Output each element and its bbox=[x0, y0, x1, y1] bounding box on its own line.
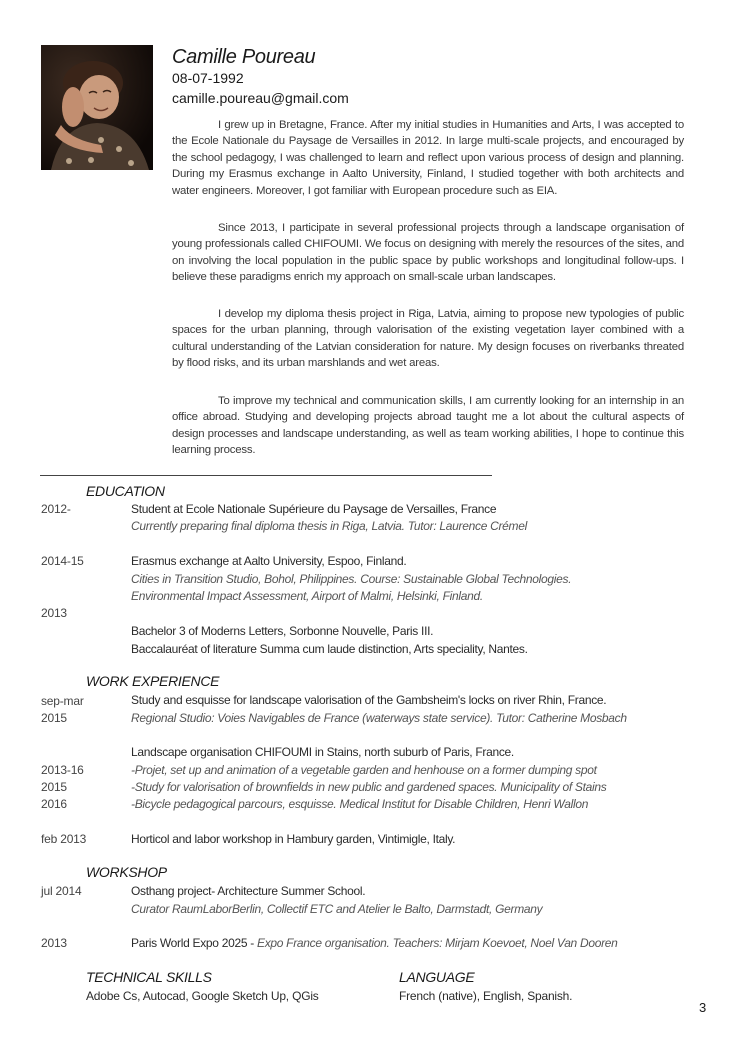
education-entry: Bachelor 3 of Moderns Letters, Sorbonne Nouvelle, Paris III. bbox=[131, 624, 434, 638]
work-detail: -Study for valorisation of brownfields in new public and gardened spaces. Municipality of Stains bbox=[131, 780, 607, 794]
workshop-entry-detail: Expo France organisation. Teachers: Mirjam Koevoet, Noel Van Dooren bbox=[256, 936, 618, 950]
education-date: 2012- bbox=[41, 502, 71, 516]
technical-skills-heading: TECHNICAL SKILLS bbox=[86, 969, 212, 985]
work-date: 2016 bbox=[41, 797, 67, 811]
technical-skills-list: Adobe Cs, Autocad, Google Sketch Up, QGis bbox=[86, 989, 319, 1003]
education-entry: Erasmus exchange at Aalto University, Espoo, Finland. bbox=[131, 554, 407, 568]
education-heading: EDUCATION bbox=[86, 483, 165, 499]
email-address[interactable]: camille.poureau@gmail.com bbox=[172, 90, 349, 106]
work-entry: Landscape organisation CHIFOUMI in Stains, north suburb of Paris, France. bbox=[131, 745, 514, 759]
work-date: 2013-16 bbox=[41, 763, 84, 777]
education-entry: Baccalauréat of literature Summa cum laude distinction, Arts speciality, Nantes. bbox=[131, 642, 528, 656]
work-entry: Study and esquisse for landscape valorisation of the Gambsheim's locks on river Rhin, France. bbox=[131, 693, 607, 707]
workshop-entry bbox=[131, 936, 618, 950]
intro-paragraph-1: I grew up in Bretagne, France. After my initial studies in Humanities and Arts, I was accepted to the Ecole Nationale du Paysage de Versailles in 2012. In large multi-scale projects, and encouraged by the school pedagogy, I was challenged to learn and reflect upon various process of design and planning. During my Erasmus exchange in Aalto University, Finland, I studied together with both architects and water engineers. Moreover, I got familiar with European procedure such as EIA. bbox=[172, 119, 684, 197]
education-date: 2014-15 bbox=[41, 554, 84, 568]
education-date: 2013 bbox=[41, 606, 67, 620]
workshop-heading: WORKSHOP bbox=[86, 864, 167, 880]
workshop-entry: Osthang project- Architecture Summer School. bbox=[131, 884, 366, 898]
workshop-detail: Curator RaumLaborBerlin, Collectif ETC and Atelier le Balto, Darmstadt, Germany bbox=[131, 902, 543, 916]
work-experience-heading: WORK EXPERIENCE bbox=[86, 673, 220, 689]
work-detail: -Bicycle pedagogical parcours, esquisse. Medical Institut for Disable Children, Henri Wallon bbox=[131, 797, 589, 811]
education-entry: Student at Ecole Nationale Supérieure du Paysage de Versailles, France bbox=[131, 502, 497, 516]
work-date: sep-mar bbox=[41, 694, 84, 708]
intro-paragraph-4: To improve my technical and communication skills, I am currently looking for an internship in an office abroad. Studying and developing projects abroad taught me a lot about the cultural aspects of design processes and landscape understanding, as well as team working abilities, I hope to continue this learning process. bbox=[172, 395, 684, 457]
work-date: feb 2013 bbox=[41, 832, 87, 846]
workshop-date: 2013 bbox=[41, 936, 67, 950]
page-number: 3 bbox=[699, 1000, 707, 1015]
workshop-date: jul 2014 bbox=[41, 884, 82, 898]
profile-photo bbox=[41, 45, 153, 170]
work-date: 2015 bbox=[41, 780, 67, 794]
work-detail: -Projet, set up and animation of a vegetable garden and henhouse on a former dumping spot bbox=[131, 763, 597, 777]
work-detail: Regional Studio: Voies Navigables de France (waterways state service). Tutor: Catherine Mosbach bbox=[131, 711, 627, 725]
education-detail: Cities in Transition Studio, Bohol, Philippines. Course: Sustainable Global Technologies. bbox=[131, 572, 572, 586]
language-heading: LANGUAGE bbox=[399, 969, 475, 985]
intro-paragraph-2: Since 2013, I participate in several professional projects through a landscape organisation of young professionals called CHIFOUMI. We focus on designing with merely the resources of the sites, and on involving the local population in the public space by public workshops and longitudinal follow-ups. I believe these paradigms enrich my approach on small-scale urban landscapes. bbox=[172, 222, 684, 284]
work-date: 2015 bbox=[41, 711, 67, 725]
education-detail: Currently preparing final diploma thesis in Riga, Latvia. Tutor: Laurence Crémel bbox=[131, 519, 527, 533]
intro-paragraph-3: I develop my diploma thesis project in Riga, Latvia, aiming to propose new typologies of public spaces for the urban planning, through valorisation of the existing vegetation layer combined with a cultural understanding of the Latvian consideration for nature. My design focuses on riverbanks threated by flood risks, and its urban marshlands and wet areas. bbox=[172, 308, 684, 370]
date-of-birth: 08-07-1992 bbox=[172, 70, 244, 86]
work-entry: Horticol and labor workshop in Hambury garden, Vintimigle, Italy. bbox=[131, 832, 456, 846]
education-detail: Environmental Impact Assessment, Airport of Malmi, Helsinki, Finland. bbox=[131, 589, 483, 603]
workshop-entry-title: Paris World Expo 2025 - bbox=[131, 936, 257, 950]
section-divider bbox=[40, 475, 492, 476]
person-name: Camille Poureau bbox=[172, 46, 316, 68]
language-list: French (native), English, Spanish. bbox=[399, 989, 573, 1003]
